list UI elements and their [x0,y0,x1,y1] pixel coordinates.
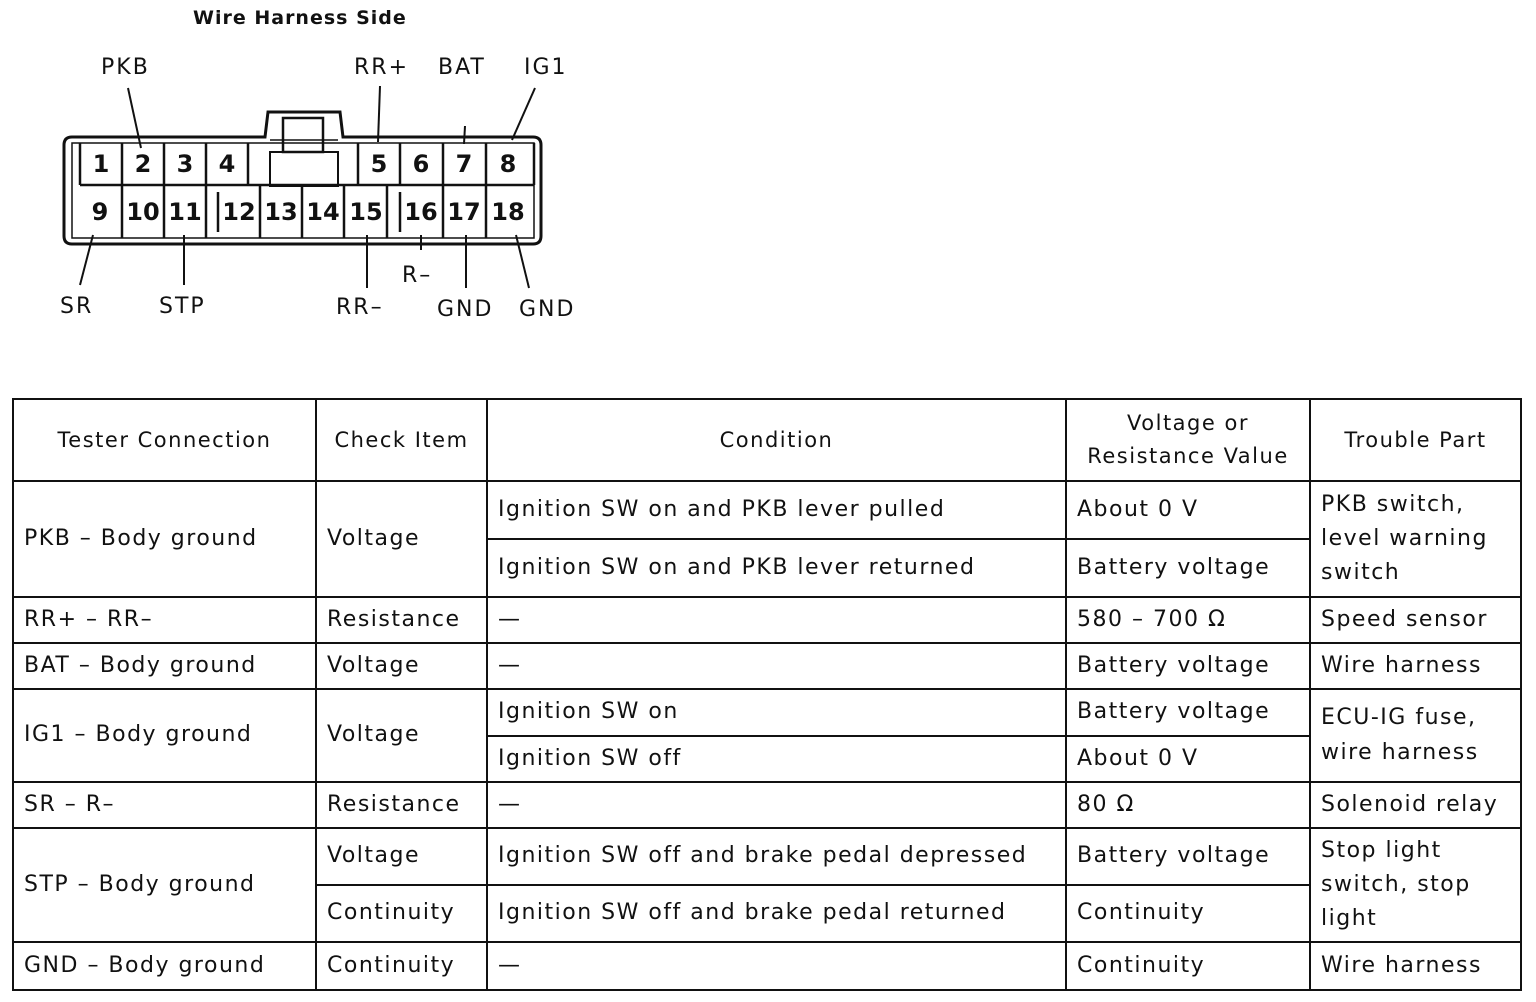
pin-17: 17 [447,198,481,226]
label-bat: BAT [438,55,486,80]
label-pkb: PKB [101,55,150,80]
cell-condition: — [487,942,1066,990]
cell-condition: Ignition SW off [487,736,1066,782]
cell-trouble-part: Solenoid relay [1310,782,1521,828]
cell-condition: Ignition SW off and brake pedal returned [487,885,1066,942]
header-condition: Condition [487,399,1066,481]
cell-tester: STP – Body ground [13,828,316,942]
latch-body [270,152,338,186]
cell-trouble-part: Wire harness [1310,942,1521,990]
table-row-rr [13,597,1521,643]
cell-value: Battery voltage [1066,643,1310,689]
cell-check-item: Voltage [316,481,487,597]
cell-check-item: Resistance [316,782,487,828]
cell-value: Battery voltage [1066,539,1310,597]
cell-condition: Ignition SW on and PKB lever returned [487,539,1066,597]
cell-value: Battery voltage [1066,828,1310,885]
cell-condition: — [487,782,1066,828]
pin-8: 8 [499,150,517,178]
pin-14: 14 [306,198,340,226]
label-r-minus: R– [402,263,433,288]
cell-trouble-part: Wire harness [1310,643,1521,689]
pin-13: 13 [264,198,298,226]
cell-trouble-part: Stop light switch, stop light [1310,828,1521,942]
inspection-table [12,398,1522,991]
cell-value: Continuity [1066,885,1310,942]
cell-tester: BAT – Body ground [13,643,316,689]
header-trouble-part: Trouble Part [1310,399,1521,481]
label-rr-plus: RR+ [354,55,410,80]
table-row-bat [13,643,1521,689]
cell-trouble-part: ECU-IG fuse, wire harness [1310,689,1521,782]
pin-7: 7 [455,150,473,178]
pin-3: 3 [176,150,194,178]
cell-condition: Ignition SW on [487,689,1066,736]
pin-9: 9 [91,198,109,226]
cell-tester: IG1 – Body ground [13,689,316,782]
pin-1: 1 [92,150,110,178]
cell-value: Battery voltage [1066,689,1310,736]
cell-value: About 0 V [1066,736,1310,782]
connector-latch [283,118,323,152]
pin-6: 6 [412,150,430,178]
header-value-line2: Resistance Value [1087,444,1289,468]
table-row-stp [13,828,1521,885]
cell-trouble-part: PKB switch, level warning switch [1310,481,1521,597]
label-sr: SR [60,294,94,319]
pin-15: 15 [349,198,383,226]
pin-12: 12 [222,198,256,226]
table-row-sr [13,782,1521,828]
pin-5: 5 [370,150,388,178]
cell-check-item: Voltage [316,689,487,782]
table-row-ig1 [13,689,1521,736]
pin-4: 4 [218,150,236,178]
cell-check-item: Continuity [316,885,487,942]
connector-diagram [0,0,620,340]
table-header-row [13,399,1521,481]
label-gnd-18: GND [519,297,576,322]
cell-value: 80 Ω [1066,782,1310,828]
cell-tester: GND – Body ground [13,942,316,990]
cell-tester: RR+ – RR– [13,597,316,643]
cell-condition: Ignition SW off and brake pedal depressed [487,828,1066,885]
table-row-pkb [13,481,1521,539]
pin-18: 18 [491,198,525,226]
label-ig1: IG1 [524,55,568,80]
label-gnd-17: GND [437,297,494,322]
cell-check-item: Resistance [316,597,487,643]
cell-value: About 0 V [1066,481,1310,539]
cell-check-item: Voltage [316,643,487,689]
label-stp: STP [159,294,206,319]
cell-tester: PKB – Body ground [13,481,316,597]
label-rr-minus: RR– [336,295,384,320]
cell-trouble-part: Speed sensor [1310,597,1521,643]
pin-10: 10 [126,198,160,226]
cell-tester: SR – R– [13,782,316,828]
header-value [1066,399,1310,481]
pin-2: 2 [134,150,152,178]
header-tester-connection: Tester Connection [13,399,316,481]
pin-11: 11 [168,198,202,226]
header-value-line1: Voltage or [1127,411,1249,436]
cell-condition: — [487,643,1066,689]
diagram-title: Wire Harness Side [193,7,407,29]
table-row-gnd [13,942,1521,990]
pin-16: 16 [404,198,438,226]
header-check-item: Check Item [316,399,487,481]
cell-condition: Ignition SW on and PKB lever pulled [487,481,1066,539]
cell-check-item: Voltage [316,828,487,885]
cell-check-item: Continuity [316,942,487,990]
cell-value: 580 – 700 Ω [1066,597,1310,643]
cell-value: Continuity [1066,942,1310,990]
cell-condition: — [487,597,1066,643]
